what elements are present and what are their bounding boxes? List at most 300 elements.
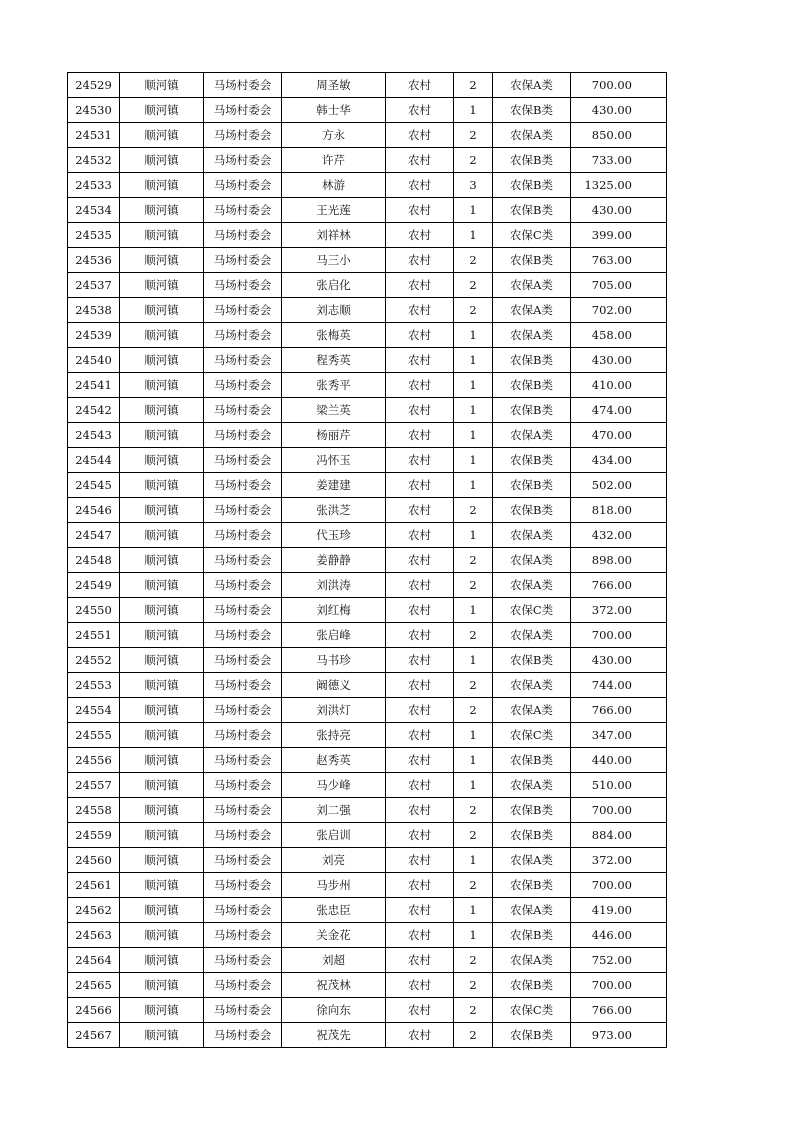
cell-town: 顺河镇 <box>120 173 204 198</box>
cell-record-id: 24556 <box>68 748 120 773</box>
cell-insurance-category: 农保A类 <box>493 298 571 323</box>
cell-village-committee: 马场村委会 <box>204 948 282 973</box>
cell-household-count: 1 <box>454 348 493 373</box>
cell-village-committee: 马场村委会 <box>204 648 282 673</box>
cell-insurance-category: 农保B类 <box>493 348 571 373</box>
table-row <box>68 1023 667 1048</box>
cell-area-type: 农村 <box>386 798 454 823</box>
cell-amount: 430.00 <box>571 348 667 373</box>
cell-insurance-category: 农保A类 <box>493 773 571 798</box>
cell-town: 顺河镇 <box>120 348 204 373</box>
cell-household-count: 1 <box>454 648 493 673</box>
cell-amount: 446.00 <box>571 923 667 948</box>
cell-record-id: 24561 <box>68 873 120 898</box>
cell-town: 顺河镇 <box>120 598 204 623</box>
cell-name: 杨丽芹 <box>282 423 386 448</box>
cell-insurance-category: 农保C类 <box>493 598 571 623</box>
table-row <box>68 848 667 873</box>
cell-village-committee: 马场村委会 <box>204 173 282 198</box>
cell-insurance-category: 农保B类 <box>493 198 571 223</box>
table-row <box>68 323 667 348</box>
cell-name: 张启训 <box>282 823 386 848</box>
cell-town: 顺河镇 <box>120 523 204 548</box>
cell-village-committee: 马场村委会 <box>204 848 282 873</box>
cell-name: 祝茂林 <box>282 973 386 998</box>
cell-area-type: 农村 <box>386 623 454 648</box>
cell-record-id: 24532 <box>68 148 120 173</box>
cell-village-committee: 马场村委会 <box>204 323 282 348</box>
cell-household-count: 1 <box>454 523 493 548</box>
cell-name: 冯怀玉 <box>282 448 386 473</box>
cell-village-committee: 马场村委会 <box>204 148 282 173</box>
cell-insurance-category: 农保A类 <box>493 623 571 648</box>
cell-village-committee: 马场村委会 <box>204 623 282 648</box>
cell-area-type: 农村 <box>386 673 454 698</box>
cell-amount: 700.00 <box>571 623 667 648</box>
cell-insurance-category: 农保B类 <box>493 248 571 273</box>
cell-town: 顺河镇 <box>120 773 204 798</box>
cell-household-count: 2 <box>454 273 493 298</box>
cell-record-id: 24534 <box>68 198 120 223</box>
cell-amount: 510.00 <box>571 773 667 798</box>
cell-insurance-category: 农保B类 <box>493 98 571 123</box>
cell-area-type: 农村 <box>386 173 454 198</box>
cell-amount: 700.00 <box>571 873 667 898</box>
table-row <box>68 898 667 923</box>
cell-amount: 458.00 <box>571 323 667 348</box>
cell-village-committee: 马场村委会 <box>204 823 282 848</box>
cell-amount: 430.00 <box>571 648 667 673</box>
cell-town: 顺河镇 <box>120 148 204 173</box>
cell-area-type: 农村 <box>386 98 454 123</box>
cell-name: 刘祥林 <box>282 223 386 248</box>
cell-area-type: 农村 <box>386 473 454 498</box>
cell-area-type: 农村 <box>386 648 454 673</box>
cell-household-count: 2 <box>454 498 493 523</box>
cell-household-count: 1 <box>454 898 493 923</box>
cell-household-count: 1 <box>454 473 493 498</box>
table-row <box>68 423 667 448</box>
cell-amount: 440.00 <box>571 748 667 773</box>
cell-town: 顺河镇 <box>120 948 204 973</box>
cell-area-type: 农村 <box>386 823 454 848</box>
cell-town: 顺河镇 <box>120 448 204 473</box>
table-row <box>68 973 667 998</box>
cell-insurance-category: 农保A类 <box>493 523 571 548</box>
table-row <box>68 273 667 298</box>
cell-area-type: 农村 <box>386 273 454 298</box>
cell-amount: 752.00 <box>571 948 667 973</box>
cell-town: 顺河镇 <box>120 248 204 273</box>
cell-amount: 434.00 <box>571 448 667 473</box>
table-row <box>68 598 667 623</box>
cell-area-type: 农村 <box>386 198 454 223</box>
cell-amount: 474.00 <box>571 398 667 423</box>
cell-area-type: 农村 <box>386 498 454 523</box>
cell-record-id: 24562 <box>68 898 120 923</box>
cell-insurance-category: 农保A类 <box>493 673 571 698</box>
cell-record-id: 24548 <box>68 548 120 573</box>
cell-amount: 744.00 <box>571 673 667 698</box>
cell-insurance-category: 农保C类 <box>493 723 571 748</box>
cell-insurance-category: 农保A类 <box>493 548 571 573</box>
cell-name: 林游 <box>282 173 386 198</box>
cell-record-id: 24537 <box>68 273 120 298</box>
table-row <box>68 748 667 773</box>
cell-village-committee: 马场村委会 <box>204 898 282 923</box>
table-row <box>68 573 667 598</box>
cell-area-type: 农村 <box>386 773 454 798</box>
cell-town: 顺河镇 <box>120 98 204 123</box>
cell-amount: 372.00 <box>571 598 667 623</box>
table-row <box>68 398 667 423</box>
cell-town: 顺河镇 <box>120 398 204 423</box>
cell-household-count: 2 <box>454 673 493 698</box>
cell-town: 顺河镇 <box>120 498 204 523</box>
cell-name: 关金花 <box>282 923 386 948</box>
cell-area-type: 农村 <box>386 973 454 998</box>
cell-household-count: 1 <box>454 848 493 873</box>
cell-record-id: 24546 <box>68 498 120 523</box>
cell-household-count: 1 <box>454 773 493 798</box>
cell-amount: 898.00 <box>571 548 667 573</box>
cell-area-type: 农村 <box>386 123 454 148</box>
cell-household-count: 1 <box>454 198 493 223</box>
cell-name: 刘二强 <box>282 798 386 823</box>
cell-amount: 705.00 <box>571 273 667 298</box>
cell-town: 顺河镇 <box>120 673 204 698</box>
cell-household-count: 2 <box>454 873 493 898</box>
cell-area-type: 农村 <box>386 698 454 723</box>
cell-insurance-category: 农保A类 <box>493 898 571 923</box>
cell-amount: 733.00 <box>571 148 667 173</box>
table-row <box>68 98 667 123</box>
cell-household-count: 1 <box>454 398 493 423</box>
cell-insurance-category: 农保A类 <box>493 573 571 598</box>
cell-area-type: 农村 <box>386 548 454 573</box>
cell-amount: 766.00 <box>571 573 667 598</box>
cell-amount: 763.00 <box>571 248 667 273</box>
cell-village-committee: 马场村委会 <box>204 973 282 998</box>
cell-insurance-category: 农保B类 <box>493 798 571 823</box>
cell-town: 顺河镇 <box>120 548 204 573</box>
cell-name: 张启峰 <box>282 623 386 648</box>
cell-record-id: 24529 <box>68 73 120 98</box>
cell-insurance-category: 农保A类 <box>493 273 571 298</box>
cell-area-type: 农村 <box>386 298 454 323</box>
cell-amount: 973.00 <box>571 1023 667 1048</box>
cell-area-type: 农村 <box>386 848 454 873</box>
cell-insurance-category: 农保B类 <box>493 148 571 173</box>
cell-name: 张持亮 <box>282 723 386 748</box>
cell-amount: 430.00 <box>571 198 667 223</box>
table-row <box>68 673 667 698</box>
table-row <box>68 723 667 748</box>
cell-record-id: 24564 <box>68 948 120 973</box>
cell-town: 顺河镇 <box>120 648 204 673</box>
table-row <box>68 648 667 673</box>
cell-town: 顺河镇 <box>120 873 204 898</box>
cell-village-committee: 马场村委会 <box>204 573 282 598</box>
table-row <box>68 773 667 798</box>
cell-name: 刘志顺 <box>282 298 386 323</box>
cell-household-count: 2 <box>454 123 493 148</box>
cell-record-id: 24550 <box>68 598 120 623</box>
cell-household-count: 2 <box>454 298 493 323</box>
cell-record-id: 24530 <box>68 98 120 123</box>
cell-town: 顺河镇 <box>120 123 204 148</box>
cell-insurance-category: 农保A类 <box>493 948 571 973</box>
cell-town: 顺河镇 <box>120 998 204 1023</box>
table-row <box>68 248 667 273</box>
cell-village-committee: 马场村委会 <box>204 873 282 898</box>
cell-name: 梁兰英 <box>282 398 386 423</box>
cell-record-id: 24539 <box>68 323 120 348</box>
cell-record-id: 24551 <box>68 623 120 648</box>
cell-household-count: 1 <box>454 723 493 748</box>
cell-town: 顺河镇 <box>120 848 204 873</box>
cell-village-committee: 马场村委会 <box>204 398 282 423</box>
cell-amount: 419.00 <box>571 898 667 923</box>
cell-area-type: 农村 <box>386 398 454 423</box>
cell-village-committee: 马场村委会 <box>204 348 282 373</box>
cell-name: 程秀英 <box>282 348 386 373</box>
cell-area-type: 农村 <box>386 248 454 273</box>
cell-name: 徐向东 <box>282 998 386 1023</box>
cell-insurance-category: 农保B类 <box>493 448 571 473</box>
cell-area-type: 农村 <box>386 523 454 548</box>
cell-town: 顺河镇 <box>120 473 204 498</box>
records-table <box>67 72 667 1048</box>
cell-area-type: 农村 <box>386 448 454 473</box>
cell-area-type: 农村 <box>386 573 454 598</box>
cell-amount: 430.00 <box>571 98 667 123</box>
cell-area-type: 农村 <box>386 323 454 348</box>
cell-amount: 850.00 <box>571 123 667 148</box>
cell-town: 顺河镇 <box>120 373 204 398</box>
cell-household-count: 2 <box>454 973 493 998</box>
cell-record-id: 24533 <box>68 173 120 198</box>
cell-amount: 399.00 <box>571 223 667 248</box>
cell-insurance-category: 农保B类 <box>493 873 571 898</box>
table-row <box>68 998 667 1023</box>
cell-area-type: 农村 <box>386 423 454 448</box>
cell-name: 刘亮 <box>282 848 386 873</box>
cell-name: 赵秀英 <box>282 748 386 773</box>
cell-village-committee: 马场村委会 <box>204 248 282 273</box>
cell-household-count: 1 <box>454 223 493 248</box>
cell-village-committee: 马场村委会 <box>204 473 282 498</box>
cell-amount: 766.00 <box>571 998 667 1023</box>
cell-village-committee: 马场村委会 <box>204 798 282 823</box>
table-row <box>68 373 667 398</box>
cell-area-type: 农村 <box>386 148 454 173</box>
cell-record-id: 24543 <box>68 423 120 448</box>
cell-insurance-category: 农保A类 <box>493 123 571 148</box>
cell-town: 顺河镇 <box>120 298 204 323</box>
cell-household-count: 1 <box>454 423 493 448</box>
cell-name: 代玉珍 <box>282 523 386 548</box>
cell-insurance-category: 农保A类 <box>493 848 571 873</box>
cell-amount: 700.00 <box>571 73 667 98</box>
cell-town: 顺河镇 <box>120 748 204 773</box>
cell-insurance-category: 农保A类 <box>493 698 571 723</box>
cell-area-type: 农村 <box>386 873 454 898</box>
cell-record-id: 24535 <box>68 223 120 248</box>
cell-village-committee: 马场村委会 <box>204 298 282 323</box>
cell-record-id: 24545 <box>68 473 120 498</box>
cell-insurance-category: 农保B类 <box>493 473 571 498</box>
cell-village-committee: 马场村委会 <box>204 98 282 123</box>
cell-household-count: 2 <box>454 798 493 823</box>
cell-name: 周圣敏 <box>282 73 386 98</box>
cell-record-id: 24555 <box>68 723 120 748</box>
cell-village-committee: 马场村委会 <box>204 423 282 448</box>
cell-town: 顺河镇 <box>120 323 204 348</box>
table-row <box>68 73 667 98</box>
table-row <box>68 198 667 223</box>
cell-area-type: 农村 <box>386 223 454 248</box>
cell-name: 阚德义 <box>282 673 386 698</box>
cell-household-count: 2 <box>454 148 493 173</box>
cell-household-count: 1 <box>454 323 493 348</box>
cell-village-committee: 马场村委会 <box>204 523 282 548</box>
cell-town: 顺河镇 <box>120 273 204 298</box>
cell-area-type: 农村 <box>386 723 454 748</box>
cell-name: 马少峰 <box>282 773 386 798</box>
cell-amount: 766.00 <box>571 698 667 723</box>
cell-village-committee: 马场村委会 <box>204 223 282 248</box>
cell-area-type: 农村 <box>386 998 454 1023</box>
table-row <box>68 623 667 648</box>
cell-record-id: 24542 <box>68 398 120 423</box>
cell-town: 顺河镇 <box>120 798 204 823</box>
cell-insurance-category: 农保C类 <box>493 223 571 248</box>
cell-record-id: 24552 <box>68 648 120 673</box>
cell-insurance-category: 农保B类 <box>493 748 571 773</box>
cell-town: 顺河镇 <box>120 923 204 948</box>
cell-amount: 432.00 <box>571 523 667 548</box>
cell-village-committee: 马场村委会 <box>204 548 282 573</box>
cell-insurance-category: 农保B类 <box>493 498 571 523</box>
cell-amount: 410.00 <box>571 373 667 398</box>
cell-village-committee: 马场村委会 <box>204 923 282 948</box>
cell-village-committee: 马场村委会 <box>204 698 282 723</box>
cell-insurance-category: 农保B类 <box>493 648 571 673</box>
cell-record-id: 24538 <box>68 298 120 323</box>
cell-area-type: 农村 <box>386 1023 454 1048</box>
cell-household-count: 2 <box>454 623 493 648</box>
cell-insurance-category: 农保B类 <box>493 1023 571 1048</box>
cell-town: 顺河镇 <box>120 73 204 98</box>
cell-town: 顺河镇 <box>120 973 204 998</box>
cell-household-count: 2 <box>454 573 493 598</box>
table-row <box>68 873 667 898</box>
cell-village-committee: 马场村委会 <box>204 773 282 798</box>
table-body <box>68 73 667 1048</box>
cell-record-id: 24540 <box>68 348 120 373</box>
table-row <box>68 823 667 848</box>
cell-village-committee: 马场村委会 <box>204 373 282 398</box>
table-row <box>68 498 667 523</box>
cell-village-committee: 马场村委会 <box>204 723 282 748</box>
cell-household-count: 1 <box>454 448 493 473</box>
cell-name: 刘超 <box>282 948 386 973</box>
cell-household-count: 2 <box>454 248 493 273</box>
table-row <box>68 148 667 173</box>
cell-village-committee: 马场村委会 <box>204 598 282 623</box>
table-row <box>68 173 667 198</box>
cell-record-id: 24566 <box>68 998 120 1023</box>
cell-record-id: 24565 <box>68 973 120 998</box>
cell-record-id: 24560 <box>68 848 120 873</box>
cell-town: 顺河镇 <box>120 723 204 748</box>
cell-name: 马步州 <box>282 873 386 898</box>
cell-village-committee: 马场村委会 <box>204 748 282 773</box>
cell-insurance-category: 农保B类 <box>493 173 571 198</box>
cell-amount: 502.00 <box>571 473 667 498</box>
cell-household-count: 2 <box>454 1023 493 1048</box>
cell-name: 韩士华 <box>282 98 386 123</box>
cell-name: 刘红梅 <box>282 598 386 623</box>
cell-name: 刘洪灯 <box>282 698 386 723</box>
cell-name: 王光莲 <box>282 198 386 223</box>
cell-name: 祝茂先 <box>282 1023 386 1048</box>
cell-area-type: 农村 <box>386 373 454 398</box>
cell-name: 张启化 <box>282 273 386 298</box>
cell-name: 姜建建 <box>282 473 386 498</box>
cell-name: 姜静静 <box>282 548 386 573</box>
cell-name: 刘洪涛 <box>282 573 386 598</box>
cell-area-type: 农村 <box>386 348 454 373</box>
cell-name: 张忠臣 <box>282 898 386 923</box>
cell-record-id: 24553 <box>68 673 120 698</box>
cell-record-id: 24554 <box>68 698 120 723</box>
cell-record-id: 24563 <box>68 923 120 948</box>
cell-household-count: 1 <box>454 923 493 948</box>
cell-area-type: 农村 <box>386 898 454 923</box>
table-row <box>68 448 667 473</box>
cell-name: 张洪芝 <box>282 498 386 523</box>
cell-name: 张梅英 <box>282 323 386 348</box>
table-row <box>68 223 667 248</box>
cell-record-id: 24536 <box>68 248 120 273</box>
cell-insurance-category: 农保A类 <box>493 323 571 348</box>
cell-name: 马书珍 <box>282 648 386 673</box>
cell-record-id: 24559 <box>68 823 120 848</box>
table-row <box>68 298 667 323</box>
cell-record-id: 24567 <box>68 1023 120 1048</box>
cell-village-committee: 马场村委会 <box>204 673 282 698</box>
cell-area-type: 农村 <box>386 748 454 773</box>
cell-household-count: 2 <box>454 548 493 573</box>
cell-record-id: 24547 <box>68 523 120 548</box>
cell-insurance-category: 农保B类 <box>493 973 571 998</box>
cell-town: 顺河镇 <box>120 698 204 723</box>
cell-household-count: 2 <box>454 698 493 723</box>
cell-household-count: 1 <box>454 98 493 123</box>
cell-insurance-category: 农保B类 <box>493 923 571 948</box>
table-row <box>68 473 667 498</box>
cell-amount: 372.00 <box>571 848 667 873</box>
cell-town: 顺河镇 <box>120 223 204 248</box>
cell-name: 许芹 <box>282 148 386 173</box>
cell-village-committee: 马场村委会 <box>204 1023 282 1048</box>
cell-insurance-category: 农保B类 <box>493 398 571 423</box>
cell-town: 顺河镇 <box>120 573 204 598</box>
cell-household-count: 1 <box>454 373 493 398</box>
cell-household-count: 2 <box>454 948 493 973</box>
